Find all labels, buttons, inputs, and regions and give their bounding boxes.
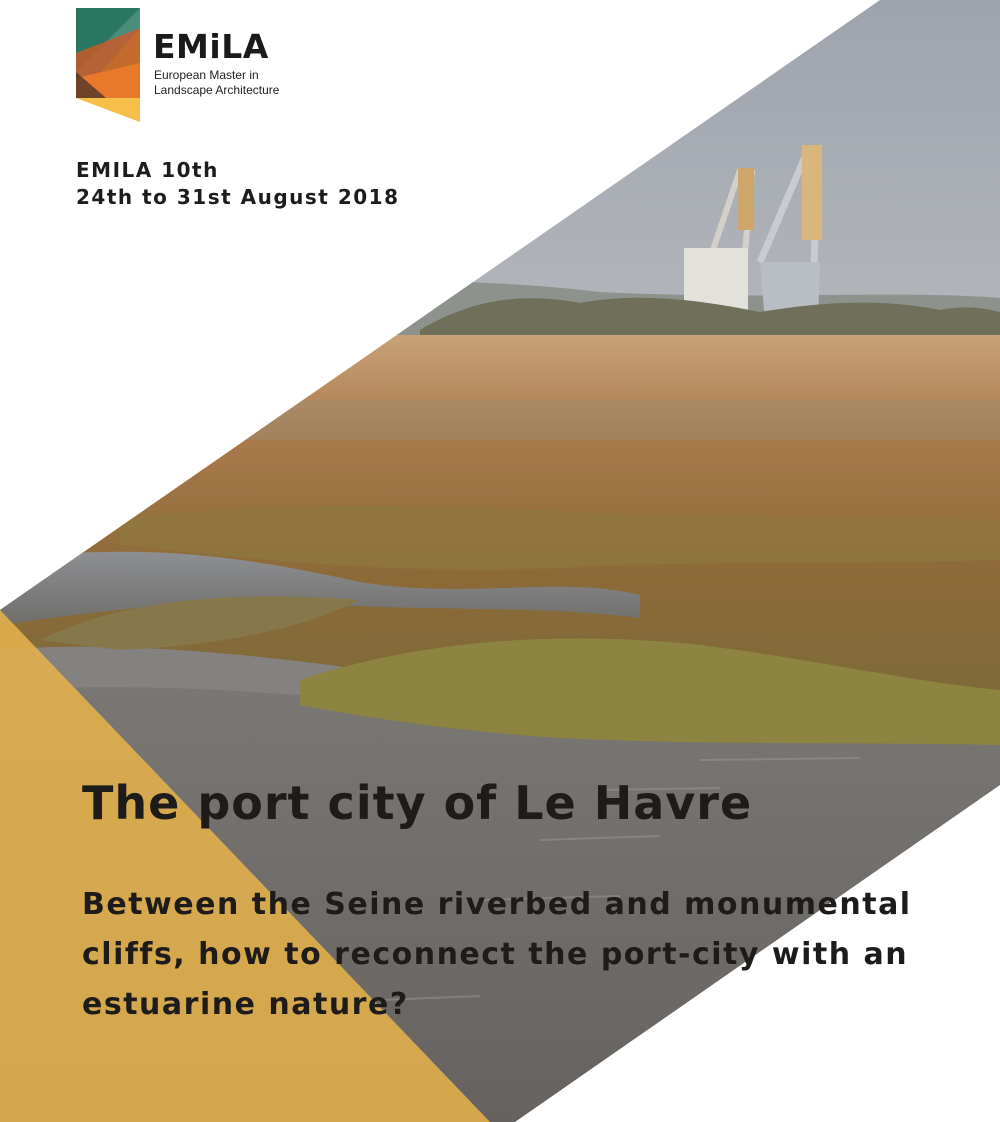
subtitle-line-2: cliffs, how to reconnect the port-city with an — [82, 937, 909, 972]
page-title: The port city of Le Havre — [82, 776, 753, 830]
event-dates: 24th to 31st August 2018 — [76, 185, 400, 209]
event-info — [76, 157, 399, 211]
subtitle — [82, 880, 992, 1030]
emila-logo — [76, 8, 306, 123]
logo-tagline-line-1: European Master in — [154, 68, 259, 82]
subtitle-line-1: Between the Seine riverbed and monumental — [82, 887, 912, 922]
logo-name: EMiLA — [153, 27, 269, 66]
subtitle-line-3: estuarine nature? — [82, 987, 409, 1022]
event-edition: EMILA 10th — [76, 158, 219, 182]
emila-logo-mark-icon — [76, 8, 140, 122]
logo-tagline — [154, 68, 279, 98]
logo-tagline-line-2: Landscape Architecture — [154, 83, 280, 97]
